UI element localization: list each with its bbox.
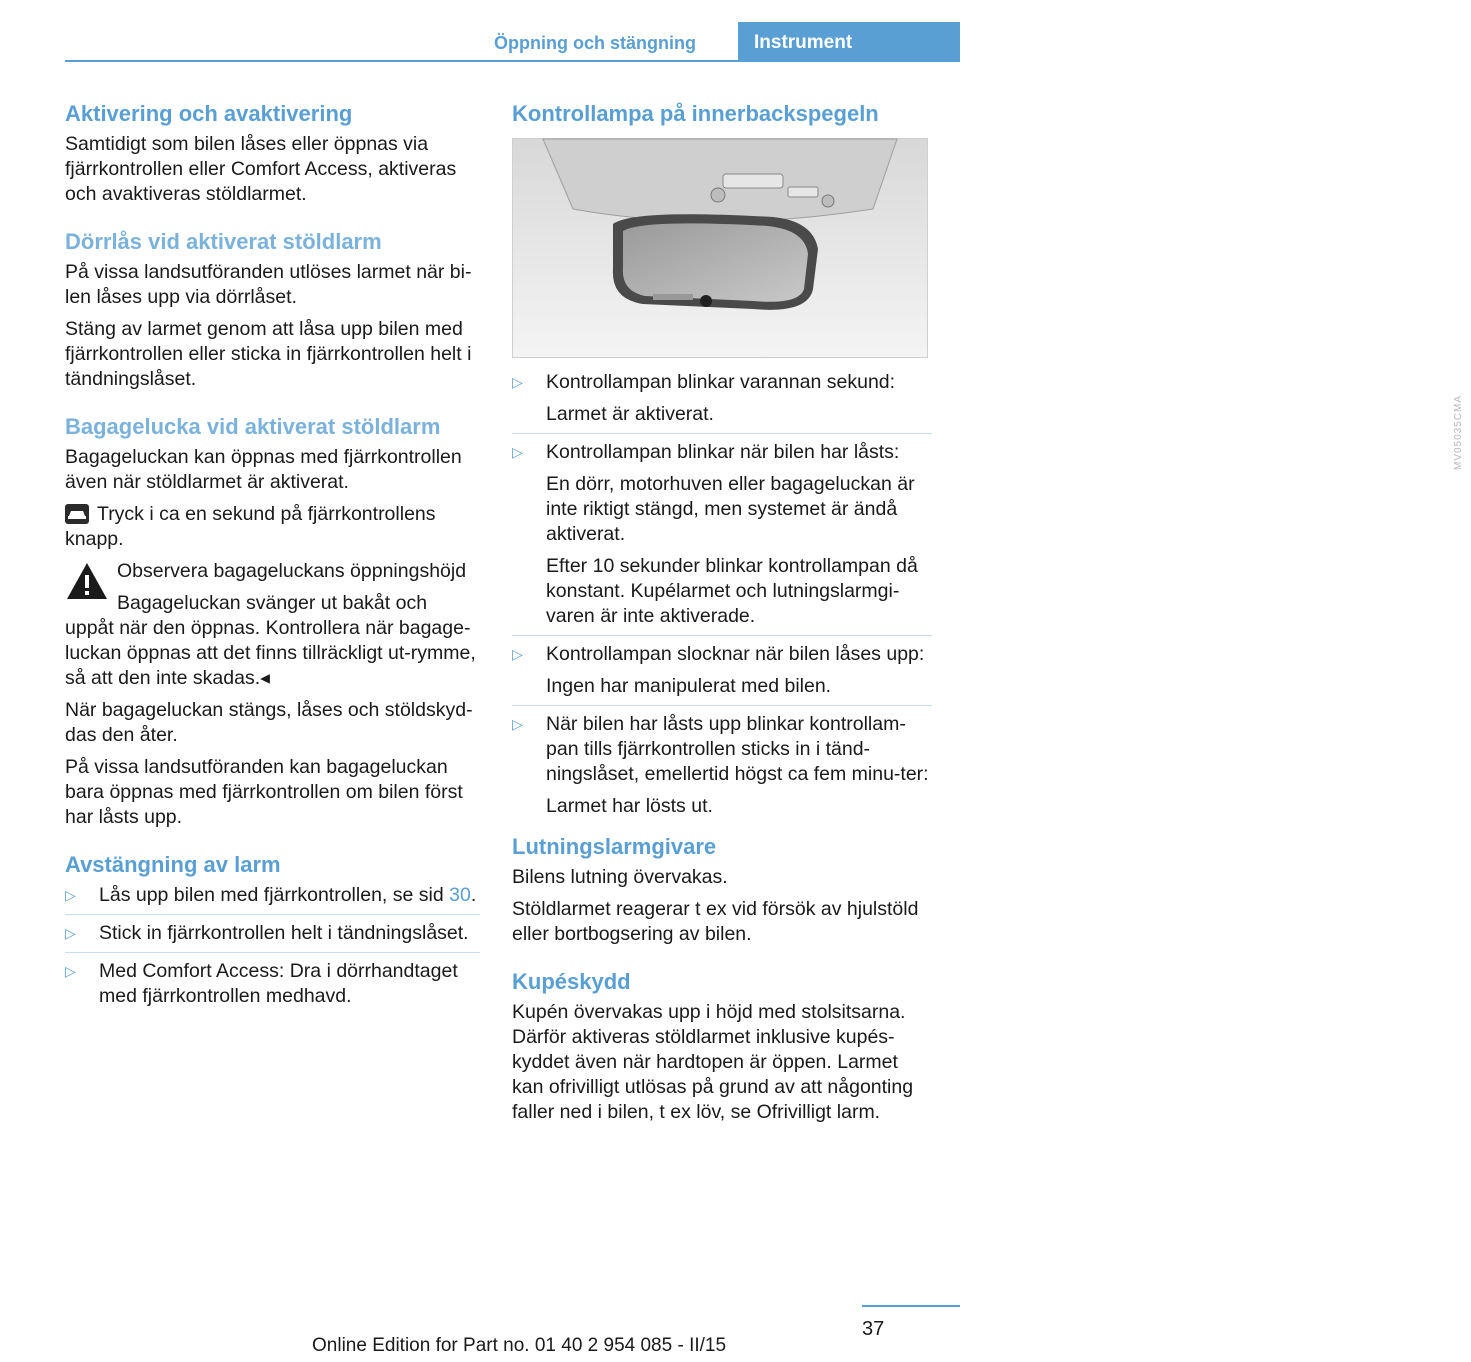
list-item: ▷ Kontrollampan blinkar varannan sekund: Larmet är aktiverat. — [512, 371, 896, 425]
triangle-bullet-icon: ▷ — [512, 444, 523, 460]
warning-triangle-icon — [65, 561, 109, 601]
triangle-bullet-icon: ▷ — [65, 925, 76, 941]
warning-box — [65, 559, 480, 691]
activation-text: Samtidigt som bilen låses eller öppnas via fjärrkontrollen eller Comfort Access, aktiveras och avaktiveras stöldlarmet. — [65, 133, 457, 205]
page-number: 37 — [862, 1318, 885, 1340]
tilt-text-2: Stöldlarmet reagerar t ex vid försök av hjulstöld eller bortbogsering av bilen. — [512, 898, 919, 945]
list-item: ▷ Kontrollampan blinkar när bilen har låsts: En dörr, motorhuven eller bagageluckan är inte riktigt stängd, men systemet är ändå aktiverat. Efter 10 sekunder blinkar kontrollampan då konstant. Kupélarmet och lutningslarmgi-varen är inte aktiverade. — [512, 441, 918, 627]
left-column — [65, 100, 480, 1009]
page-number-rule — [862, 1305, 960, 1307]
trunk-text-3: När bagageluckan stängs, låses och stöldskyd-das den åter. — [65, 699, 473, 746]
heading-activation: Aktivering och avaktivering — [65, 101, 353, 126]
page-link[interactable]: 30 — [449, 884, 471, 906]
tilt-text-1: Bilens lutning övervakas. — [512, 866, 728, 888]
trunk-text-2 — [65, 502, 480, 552]
heading-interior: Kupéskydd — [512, 969, 631, 994]
heading-trunk: Bagagelucka vid aktiverat stöldlarm — [65, 414, 441, 439]
trunk-text-4: På vissa landsutföranden kan bagageluckan bara öppnas med fjärrkontrollen om bilen först har låsts upp. — [65, 756, 463, 828]
trunk-text-2-label: Tryck i ca en sekund på fjärrkontrollens knapp. — [65, 503, 436, 550]
heading-door-lock: Dörrlås vid aktiverat stöldlarm — [65, 229, 382, 254]
list-item: ▷ Stick in fjärrkontrollen helt i tändningslåset. — [65, 922, 469, 944]
shutoff-list — [65, 883, 480, 1009]
interior-text: Kupén övervakas upp i höjd med stolsitsarna. Därför aktiveras stöldlarmet inklusive kupés-kyddet även när hardtopen är öppen. Larmet kan ofrivilligt utlösas på grund av att någonting faller ned i bilen, t ex löv, se Ofrivilligt larm. — [512, 1001, 914, 1123]
section-title: Öppning och stängning — [494, 33, 696, 53]
header-rule — [65, 60, 960, 62]
triangle-bullet-icon: ▷ — [65, 887, 76, 903]
heading-lamp: Kontrollampa på innerbackspegeln — [512, 101, 879, 126]
door-lock-text-1: På vissa landsutföranden utlöses larmet när bi-len låses upp via dörrlåset. — [65, 261, 472, 308]
warning-title: Observera bagageluckans öppningshöjd — [117, 560, 467, 582]
triangle-bullet-icon: ▷ — [512, 646, 523, 662]
trunk-text-1: Bagageluckan kan öppnas med fjärrkontrollen även när stöldlarmet är aktiverat. — [65, 446, 462, 493]
heading-shutoff: Avstängning av larm — [65, 852, 281, 877]
image-code: MV05035CMA — [1453, 394, 1464, 470]
edition-footer: Online Edition for Part no. 01 40 2 954 085 - II/15 — [312, 1335, 727, 1356]
list-item: ▷ Kontrollampan slocknar när bilen låses upp: Ingen har manipulerat med bilen. — [512, 643, 925, 697]
warning-text: Bagageluckan svänger ut bakåt och uppåt när den öppnas. Kontrollera när bagage-luckan öppnas att det finns tillräckligt ut-rymme, så att den inte skadas.◂ — [65, 592, 476, 689]
mirror-photo — [512, 138, 928, 358]
triangle-bullet-icon: ▷ — [65, 963, 76, 979]
chapter-tab: Instrument — [738, 22, 960, 62]
door-lock-text-2: Stäng av larmet genom att låsa upp bilen med fjärrkontrollen eller sticka in fjärrkontrollen helt i tändningslåset. — [65, 318, 472, 390]
list-item: ▷ Lås upp bilen med fjärrkontrollen, se sid 30. — [65, 884, 477, 906]
trunk-key-icon — [65, 504, 89, 524]
right-column — [512, 100, 1464, 1132]
heading-tilt: Lutningslarmgivare — [512, 834, 717, 859]
list-item: ▷ När bilen har låsts upp blinkar kontrollam-pan tills fjärrkontrollen sticks in i tänd-ningslåset, emellertid högst ca fem minu-ter: Larmet har lösts ut. — [512, 713, 929, 817]
triangle-bullet-icon: ▷ — [512, 716, 523, 732]
lamp-list — [512, 370, 932, 819]
list-item: ▷ Med Comfort Access: Dra i dörrhandtaget med fjärrkontrollen medhavd. — [65, 960, 458, 1007]
rearview-mirror-image — [513, 139, 927, 357]
triangle-bullet-icon: ▷ — [512, 374, 523, 390]
